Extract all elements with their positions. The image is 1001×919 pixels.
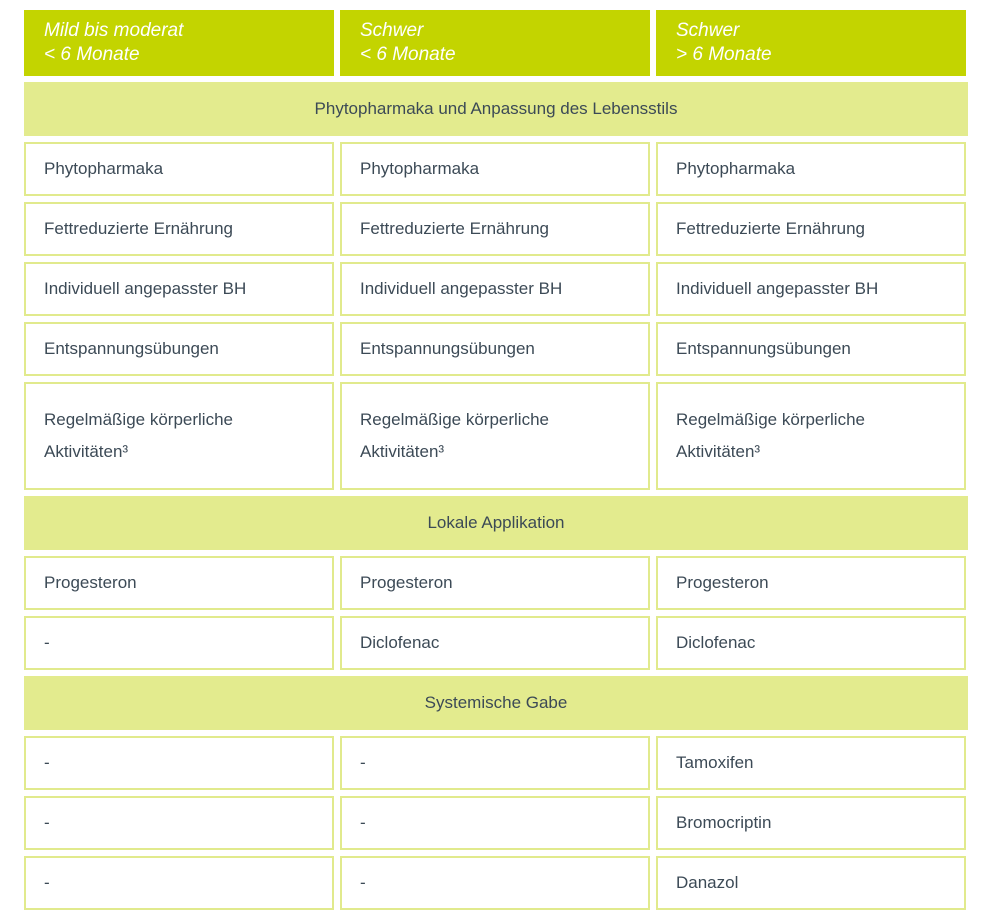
table-row: [24, 142, 968, 196]
table-cell: Progesteron: [24, 556, 334, 610]
table-row: [24, 382, 968, 490]
table-cell: Progesteron: [656, 556, 966, 610]
column-header-duration: < 6 Monate: [44, 44, 140, 65]
table-cell: Phytopharmaka: [340, 142, 650, 196]
table-row: [24, 556, 968, 610]
table-row: [24, 856, 968, 910]
cell-line: Regelmäßige körperliche: [360, 410, 549, 429]
table-cell: [340, 382, 650, 490]
table-cell: Entspannungsübungen: [24, 322, 334, 376]
table-cell: Individuell angepasster BH: [24, 262, 334, 316]
table-row: [24, 616, 968, 670]
table-cell: -: [24, 616, 334, 670]
table-row: [24, 796, 968, 850]
cell-line: Regelmäßige körperliche: [676, 410, 865, 429]
table-cell: Diclofenac: [656, 616, 966, 670]
cell-line: Aktivitäten³: [44, 442, 129, 461]
column-header-duration: > 6 Monate: [676, 44, 772, 65]
section-header-lifestyle: Phytopharmaka und Anpassung des Lebensstils: [24, 82, 968, 136]
table-cell: -: [24, 796, 334, 850]
section-header-systemic: Systemische Gabe: [24, 676, 968, 730]
table-cell: Fettreduzierte Ernährung: [656, 202, 966, 256]
therapy-table: [24, 10, 968, 916]
table-cell: Individuell angepasster BH: [656, 262, 966, 316]
cell-line: Regelmäßige körperliche: [44, 410, 233, 429]
table-cell: Bromocriptin: [656, 796, 966, 850]
table-cell: Diclofenac: [340, 616, 650, 670]
column-header-duration: < 6 Monate: [360, 44, 456, 65]
table-cell: -: [340, 856, 650, 910]
table-cell: Entspannungsübungen: [656, 322, 966, 376]
column-header-title: Mild bis moderat: [44, 20, 184, 41]
table-row: [24, 736, 968, 790]
table-cell: Fettreduzierte Ernährung: [340, 202, 650, 256]
table-row: [24, 202, 968, 256]
column-header-severe-short: [340, 10, 650, 76]
table-cell: -: [24, 856, 334, 910]
column-header-title: Schwer: [676, 20, 740, 41]
table-cell: Phytopharmaka: [656, 142, 966, 196]
table-cell: [24, 382, 334, 490]
cell-line: Aktivitäten³: [676, 442, 761, 461]
table-cell: -: [340, 736, 650, 790]
table-cell: Individuell angepasster BH: [340, 262, 650, 316]
section-header-local: Lokale Applikation: [24, 496, 968, 550]
column-header-title: Schwer: [360, 20, 424, 41]
table-cell: [656, 382, 966, 490]
column-header-severe-long: [656, 10, 966, 76]
table-cell: Tamoxifen: [656, 736, 966, 790]
cell-line: Aktivitäten³: [360, 442, 445, 461]
table-cell: Phytopharmaka: [24, 142, 334, 196]
table-cell: Danazol: [656, 856, 966, 910]
column-header-row: [24, 10, 968, 76]
table-row: [24, 322, 968, 376]
table-row: [24, 262, 968, 316]
table-cell: Fettreduzierte Ernährung: [24, 202, 334, 256]
table-cell: Progesteron: [340, 556, 650, 610]
table-cell: -: [340, 796, 650, 850]
column-header-mild: [24, 10, 334, 76]
table-cell: -: [24, 736, 334, 790]
table-cell: Entspannungsübungen: [340, 322, 650, 376]
